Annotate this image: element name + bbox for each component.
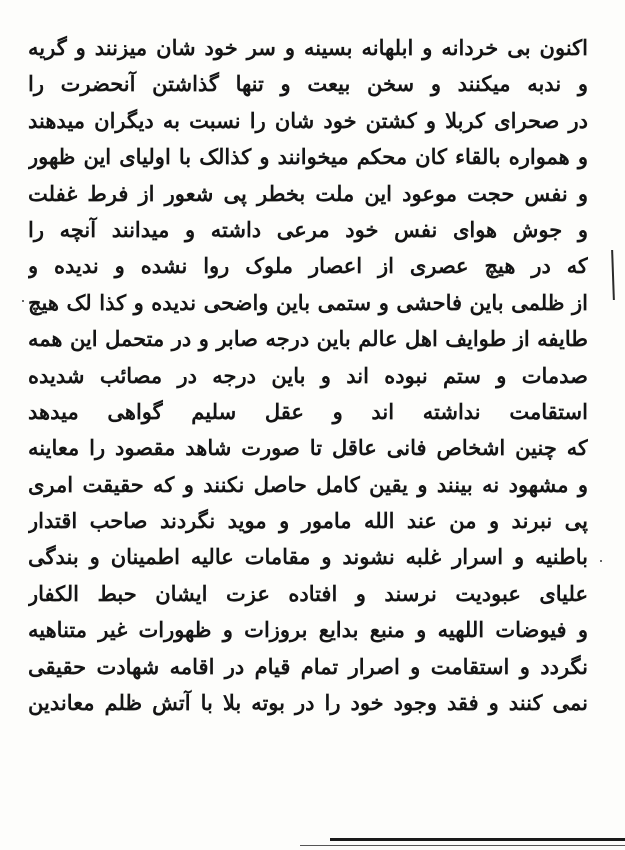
ink-speck bbox=[600, 560, 602, 562]
manuscript-line: و همواره بالقاء کان محکم میخوانند و کذالک با اولیای این ظهور bbox=[28, 144, 588, 170]
manuscript-line: اکنون بی خردانه و ابلهانه بسینه و سر خود شان میزنند و گریه bbox=[28, 35, 588, 60]
manuscript-line: استقامت نداشته اند و عقل سلیم گواهی میدهد bbox=[28, 398, 588, 424]
manuscript-line: که در هیچ عصری از اعصار ملوک روا نشده و ندیده و bbox=[28, 253, 588, 279]
scan-edge-line bbox=[330, 838, 625, 841]
manuscript-line: از ظلمی باین فاحشی و ستمی باین واضحی ندیده و کذا لک هیچ bbox=[28, 289, 588, 315]
manuscript-line: علیای عبودیت نرسند و افتاده عزت ایشان حبط الکفار bbox=[28, 580, 588, 606]
manuscript-line: طایفه از طوایف اهل عالم باین درجه صابر و در متحمل این همه bbox=[28, 326, 588, 352]
ink-speck bbox=[22, 300, 24, 302]
manuscript-text-block bbox=[28, 30, 588, 721]
manuscript-line: و جوش هوای نفس خود مرعی داشته و میدانند آنچه را bbox=[28, 216, 588, 242]
margin-pen-stroke bbox=[611, 250, 615, 300]
manuscript-line: پی نبرند و من عند الله مامور و موید نگردند صاحب اقتدار bbox=[28, 508, 588, 534]
manuscript-line: و مشهود نه بینند و یقین کامل حاصل نکنند و که حقیقت امری bbox=[28, 471, 588, 497]
manuscript-line: و ندبه میکنند و سخن بیعت و تنها گذاشتن آنحضرت را bbox=[28, 71, 588, 97]
manuscript-line: در صحرای کربلا و کشتن خود شان را نسبت به دیگران میدهند bbox=[28, 107, 588, 133]
manuscript-line: باطنیه و اسرار غلبه نشوند و مقامات عالیه اطمینان و بندگی bbox=[28, 544, 588, 570]
scan-edge-line-thin bbox=[300, 845, 625, 846]
manuscript-line: نمی کنند و فقد وجود خود را در بوته بلا با آتش ظلم معاندین bbox=[28, 690, 588, 716]
manuscript-line: و نفس حجت موعود این ملت بخطر پی شعور از فرط غفلت bbox=[28, 180, 588, 206]
manuscript-line: و فیوضات اللهیه و منبع بدایع بروزات و ظهورات غیر متناهیه bbox=[28, 617, 588, 643]
manuscript-line: صدمات و ستم نبوده اند و باین درجه در مصائب شدیده bbox=[28, 362, 588, 388]
manuscript-line: نگردد و استقامت و اصرار تمام قیام در اقامه شهادت حقیقی bbox=[28, 653, 588, 679]
manuscript-line: که چنین اشخاص فانی عاقل تا صورت شاهد مقصود را معاینه bbox=[28, 435, 588, 461]
